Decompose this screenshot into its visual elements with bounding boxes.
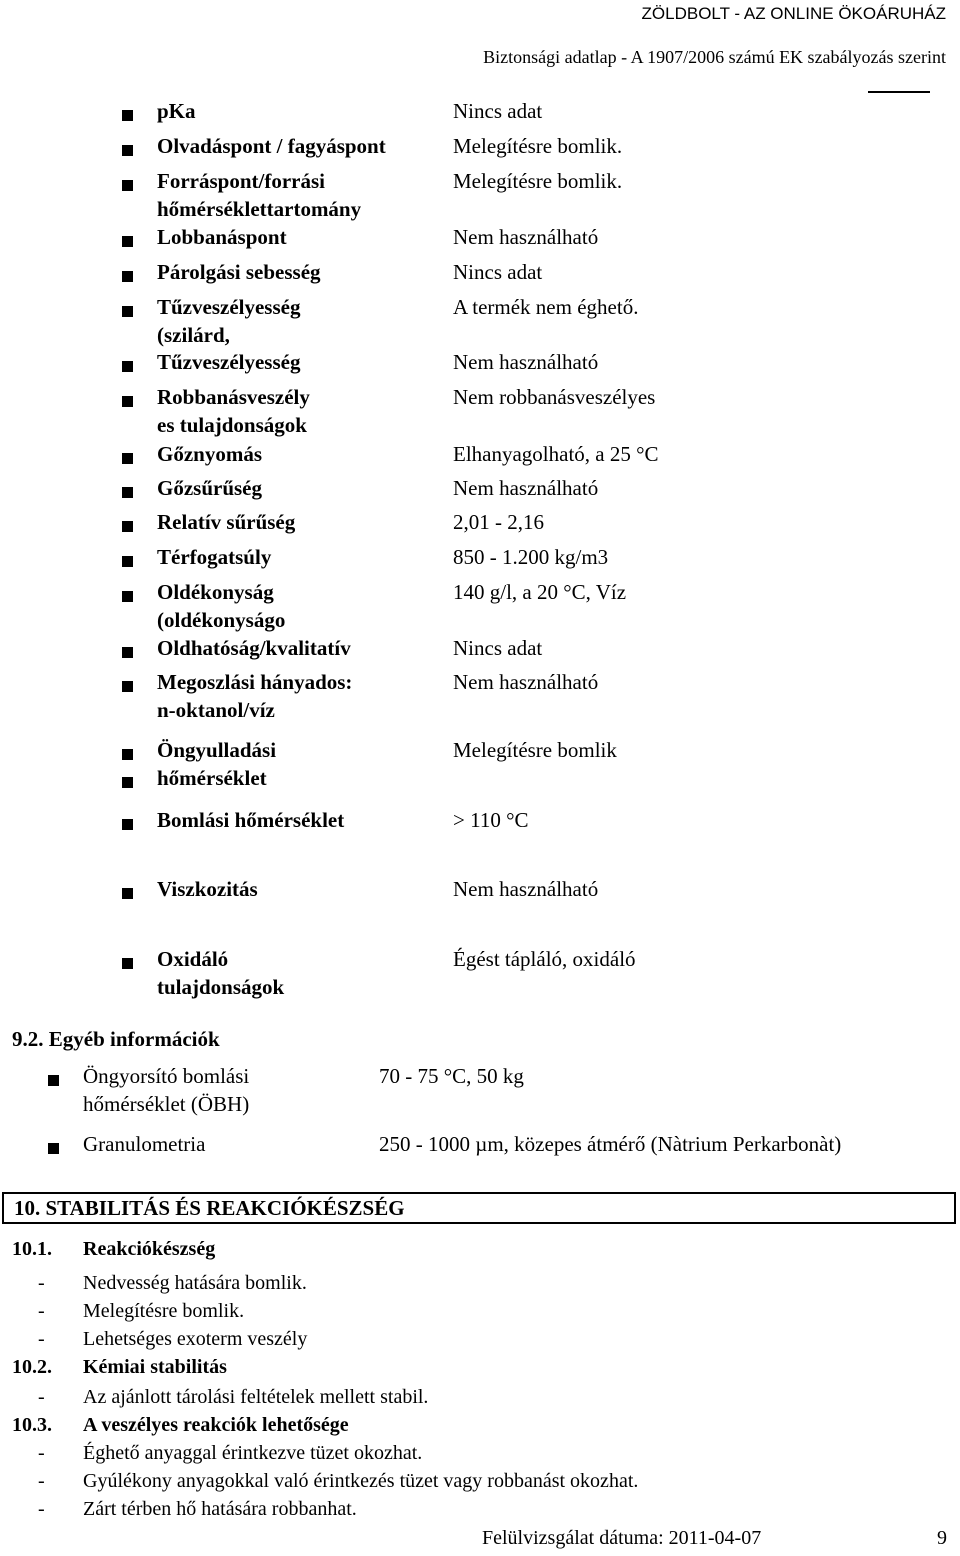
bullet-icon xyxy=(122,681,133,692)
property-row xyxy=(0,670,960,722)
property-name: pKa xyxy=(157,99,196,123)
page-number: 9 xyxy=(937,1527,947,1549)
bullet-icon xyxy=(122,396,133,407)
property-value: Nem robbanásveszélyes xyxy=(453,385,656,409)
bullet-icon xyxy=(48,1143,59,1154)
bullet-icon xyxy=(122,958,133,969)
bullet-icon xyxy=(122,591,133,602)
property-name: Oldékonyság (oldékonyságo xyxy=(157,580,286,632)
bullet-icon xyxy=(122,180,133,191)
section-10-title: 10. STABILITÁS ÉS REAKCIÓKÉSZSÉG xyxy=(14,1196,405,1220)
property-value: 140 g/l, a 20 °C, Víz xyxy=(453,580,627,604)
property-value: Égést tápláló, oxidáló xyxy=(453,947,636,971)
property-row xyxy=(0,877,960,914)
property-row xyxy=(0,169,960,221)
property-value: > 110 °C xyxy=(453,808,529,832)
bullet-icon xyxy=(122,236,133,247)
property-value: 850 - 1.200 kg/m3 xyxy=(453,545,609,569)
property-value: Nem használható xyxy=(453,350,599,374)
property-value: Nem használható xyxy=(453,225,599,249)
other-info-name: Öngyorsító bomlási hőmérséklet (ÖBH) xyxy=(83,1064,250,1116)
property-value: Nem használható xyxy=(453,476,599,500)
bullet-icon xyxy=(122,145,133,156)
review-date: Felülvizsgálat dátuma: 2011-04-07 xyxy=(482,1527,762,1549)
bullet-icon xyxy=(122,306,133,317)
property-value: 2,01 - 2,16 xyxy=(453,510,544,534)
section-10-header xyxy=(2,1192,956,1224)
property-row xyxy=(0,295,960,347)
property-name: Gőznyomás xyxy=(157,442,262,466)
subsection-number: 10.2. xyxy=(12,1356,52,1378)
bullet-icon xyxy=(122,453,133,464)
property-name: Tűzveszélyesség xyxy=(157,350,301,374)
other-info-value: 250 - 1000 µm, közepes átmérő (Nàtrium Perkarbonàt) xyxy=(379,1132,842,1156)
property-value: Nincs adat xyxy=(453,636,543,660)
document-title: Biztonsági adatlap - A 1907/2006 számú EK szabályozás szerint xyxy=(483,47,946,67)
property-value: Nem használható xyxy=(453,670,599,694)
subsection-number: 10.1. xyxy=(12,1238,52,1260)
property-name: Gőzsűrűség xyxy=(157,476,262,500)
section-9-2-title: 9.2. Egyéb információk xyxy=(12,1027,220,1051)
property-name: Bomlási hőmérséklet xyxy=(157,808,345,832)
property-value: Elhanyagolható, a 25 °C xyxy=(453,442,659,466)
property-row xyxy=(0,947,960,999)
property-name: Oldhatóság/kvalitatív xyxy=(157,636,351,660)
other-info-name: Granulometria xyxy=(83,1132,206,1156)
bullet-icon xyxy=(122,777,133,788)
header-divider xyxy=(868,91,930,93)
company-name: ZÖLDBOLT - AZ ONLINE ÖKOÁRUHÁZ xyxy=(641,4,946,23)
subsection-number: 10.3. xyxy=(12,1414,52,1436)
subsection-title: A veszélyes reakciók lehetősége xyxy=(83,1414,349,1436)
property-name: Robbanásveszély es tulajdonságok xyxy=(157,385,310,437)
property-name: Viszkozitás xyxy=(157,877,258,901)
bullet-icon xyxy=(122,110,133,121)
property-name: Olvadáspont / fagyáspont xyxy=(157,134,386,158)
property-name: Oxidáló tulajdonságok xyxy=(157,947,285,999)
property-name: Párolgási sebesség xyxy=(157,260,321,284)
property-name: Öngyulladási hőmérséklet xyxy=(157,738,277,790)
bullet-icon xyxy=(48,1075,59,1086)
property-row xyxy=(0,738,960,790)
bullet-icon xyxy=(122,647,133,658)
property-value: Nincs adat xyxy=(453,99,543,123)
property-row xyxy=(0,808,960,845)
property-name: Lobbanáspont xyxy=(157,225,287,249)
property-name: Térfogatsúly xyxy=(157,545,272,569)
property-name: Megoszlási hányados: n-oktanol/víz xyxy=(157,670,353,722)
property-name: Tűzveszélyesség (szilárd, xyxy=(157,295,301,347)
property-value: A termék nem éghető. xyxy=(453,295,639,319)
other-info-value: 70 - 75 °C, 50 kg xyxy=(379,1064,524,1088)
subsection-title: Reakciókészség xyxy=(83,1238,216,1260)
bullet-icon xyxy=(122,361,133,372)
property-name: Relatív sűrűség xyxy=(157,510,296,534)
subsection-title: Kémiai stabilitás xyxy=(83,1356,227,1378)
bullet-icon xyxy=(122,819,133,830)
bullet-icon xyxy=(122,271,133,282)
property-name: Forráspont/forrási hőmérséklettartomány xyxy=(157,169,362,221)
property-row xyxy=(0,580,960,632)
bullet-icon xyxy=(122,556,133,567)
bullet-icon xyxy=(122,749,133,760)
property-row xyxy=(0,385,960,437)
property-value: Melegítésre bomlik. xyxy=(453,134,623,158)
bullet-icon xyxy=(122,487,133,498)
bullet-icon xyxy=(122,521,133,532)
bullet-icon xyxy=(122,888,133,899)
property-value: Nem használható xyxy=(453,877,599,901)
property-value: Melegítésre bomlik xyxy=(453,738,617,762)
property-value: Nincs adat xyxy=(453,260,543,284)
property-value: Melegítésre bomlik. xyxy=(453,169,623,193)
